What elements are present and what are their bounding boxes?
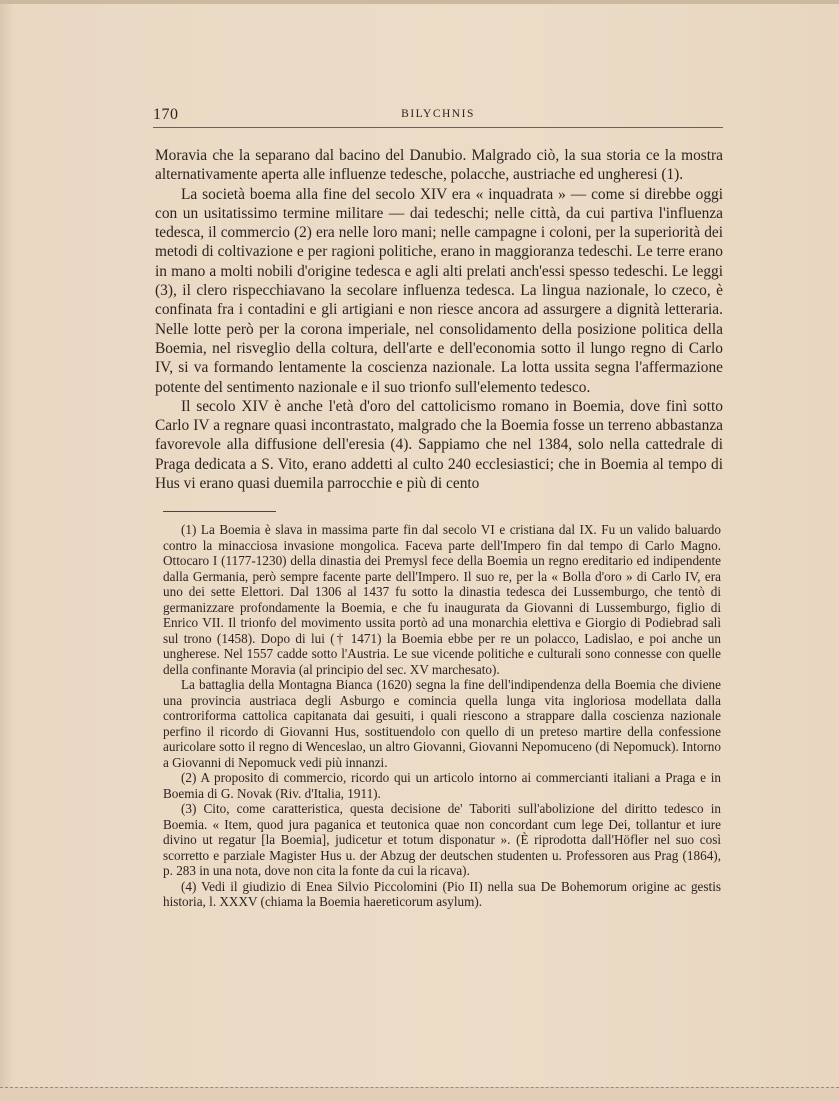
footnote-separator	[163, 511, 276, 512]
body-paragraph: Il secolo XIV è anche l'età d'oro del cattolicismo romano in Boemia, dove finì sotto Carlo IV a regnare quasi incontrastato, malgrado che la Boemia fosse un terreno abbastanza favorevole alla diffusione dell'eresia (4). Sappiamo che nel 1384, solo nella cattedrale di Praga dedicata a S. Vito, erano addetti al culto 240 ecclesiastici; che in Boemia al tempo di Hus vi erano quasi duemila parrocchie e più di cento	[155, 397, 723, 493]
page-bottom-edge	[0, 1087, 839, 1102]
footnote: (2) A proposito di commercio, ricordo qui un articolo intorno ai commercianti italiani a Praga e in Boemia di G. Novak (Riv. d'Italia, 1911).	[163, 770, 721, 801]
body-paragraph: La società boema alla fine del secolo XIV era « inquadrata » — come si direbbe oggi con un usitatissimo termine militare — dai tedeschi; nelle città, da cui partiva l'influenza tedesca, il commercio (2) era nelle loro mani; nelle campagne i coloni, per la superiorità dei metodi di coltivazione e per ragioni politiche, erano in maggioranza tedeschi. Le terre erano in mano a molti nobili d'origine tedesca e agli alti prelati anch'essi spesso tedeschi. Le leggi (3), il clero rispecchiavano la secolare influenza tedesca. La lingua nazionale, lo czeco, è confinata fra i contadini e gli artigiani e non riesce ancora ad assurgere a dignità letteraria. Nelle lotte però per la corona imperiale, nel consolidamento della posizione politica della Boemia, nel risveglio della coltura, dell'arte e dell'economia sotto il lungo regno di Carlo IV, si va formando lentamente la coscienza nazionale. La lotta ussita segna l'affermazione potente del sentimento nazionale e il suo trionfo sull'elemento tedesco.	[155, 185, 723, 396]
header-rule	[153, 127, 723, 128]
footnote: (1) La Boemia è slava in massima parte fin dal secolo VI e cristiana dal IX. Fu un valido baluardo contro la minacciosa invasione mongolica. Faceva parte dell'Impero fin dal tempo di Carlo Magno. Ottocaro I (1177-1230) della dinastia dei Premysl fece della Boemia un regno ereditario ed indipendente dalla Germania, però sempre facente parte dell'Impero. Il suo re, per la « Bolla d'oro » di Carlo IV, era uno dei sette Elettori. Dal 1306 al 1437 fu sotto la dinastia tedesca dei Lussemburgo, che tentò di germanizzare profondamente la Boemia, e che fu inaugurata da Giovanni di Lussemburgo, figlio di Enrico VII. Il trionfo del movimento ussita portò ad una monarchia elettiva e Giorgio di Podiebrad salì sul trono (1458). Dopo di lui († 1471) la Boemia ebbe per re un polacco, Ladislao, e poi anche un ungherese. Nel 1557 cadde sotto l'Austria. Le sue vicende politiche e culturali sono connesse con quelle della confinante Moravia (al principio del sec. XV marchesato).	[163, 522, 721, 677]
running-title: BILYCHNIS	[401, 108, 475, 120]
running-head	[153, 106, 723, 128]
footnote: La battaglia della Montagna Bianca (1620) segna la fine dell'indipendenza della Boemia che diviene una provincia austriaca degli Asburgo e comincia quella lunga vita ingloriosa modellata dalla controriforma cattolica capitanata dai gesuiti, i quali riescono a strappare dalla coscienza nazionale perfino il ricordo di Giovanni Hus, sostituendolo con quello di un preteso martire della confessione auricolare sotto il regno di Wenceslao, un altro Giovanni, Giovanni Nepomuceno (di Nepomuck). Intorno a Giovanni di Nepomuck vedi più innanzi.	[163, 677, 721, 770]
main-text	[155, 146, 723, 493]
page-number: 170	[153, 106, 179, 123]
footnote: (4) Vedi il giudizio di Enea Silvio Piccolomini (Pio II) nella sua De Bohemorum origine ac gestis historia, l. XXXV (chiama la Boemia haereticorum asylum).	[163, 878, 721, 909]
footnote: (3) Cito, come caratteristica, questa decisione de' Taboriti sull'abolizione del diritto tedesco in Boemia. « Item, quod jura paganica et teutonica quae non concordant cum lege Dei, tollantur et iure divino ut regatur [la Boemia], judicetur et totum disponatur ». (È riprodotta dall'Höfler nel suo così scorretto e parziale Magister Hus u. der Abzug der deutschen studenten u. Professoren aus Prag (1864), p. 283 in una nota, dove non cita la fonte da cui la ricava).	[163, 801, 721, 878]
body-paragraph: Moravia che la separano dal bacino del Danubio. Malgrado ciò, la sua storia ce la mostra alternativamente aperta alle influenze tedesche, polacche, austriache ed ungheresi (1).	[155, 147, 723, 184]
page-top-edge	[0, 0, 839, 4]
footnotes	[163, 522, 721, 910]
